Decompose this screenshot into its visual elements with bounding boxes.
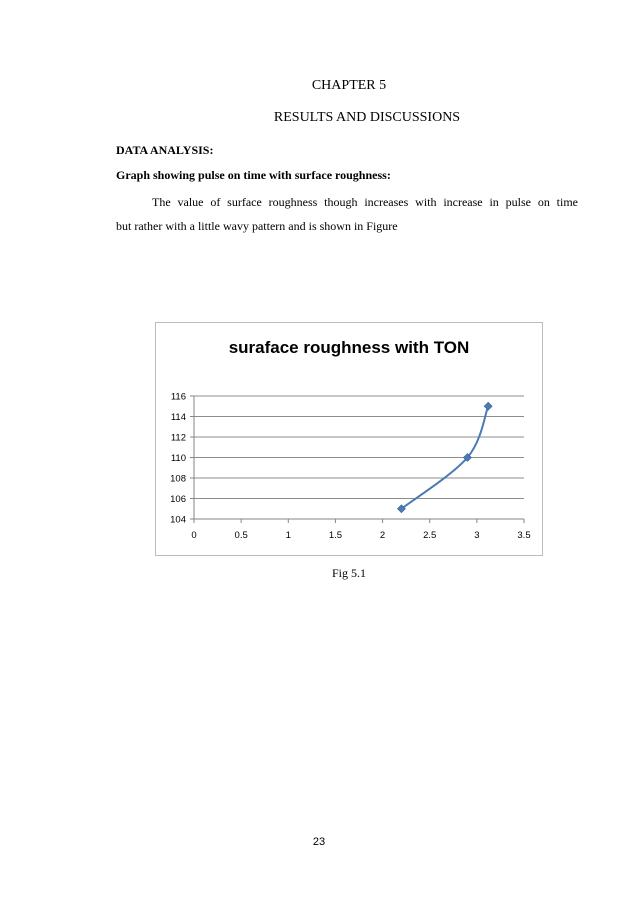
y-tick-label: 104 [170,514,186,526]
x-tick-label: 0.5 [234,530,248,541]
chapter-label: CHAPTER 5 [311,78,387,93]
x-tick-label: 0 [191,530,197,541]
chapter-title: RESULTS AND DISCUSSIONS [273,110,461,125]
y-tick-label: 114 [170,412,186,423]
y-tick-label: 110 [170,453,186,464]
body-paragraph [116,190,578,238]
y-tick-label: 106 [170,494,186,505]
section-heading: DATA ANALYSIS: [116,143,214,157]
x-tick-label: 2 [379,530,386,541]
chart-title: suraface roughness with TON [228,338,470,357]
x-tick-label: 3 [474,530,480,541]
figure-caption: Fig 5.1 [331,566,366,580]
x-tick-label: 2.5 [423,530,437,541]
paragraph-line-2: but rather with a little wavy pattern and is shown in Figure [116,219,398,233]
x-tick-label: 3.5 [517,530,531,541]
page-number: 23 [312,836,326,848]
x-tick-label: 1 [285,530,291,541]
paragraph-line-1: The value of surface roughness though increases with increase in pulse on time [152,195,578,209]
subsection-heading: Graph showing pulse on time with surface roughness: [116,168,391,182]
y-tick-label: 108 [170,473,186,485]
line-chart [156,323,542,555]
y-tick-label: 112 [170,432,186,444]
x-tick-label: 1.5 [328,530,343,541]
chart-frame [155,322,543,556]
y-tick-label: 116 [170,391,186,403]
data-point-marker [484,402,492,410]
